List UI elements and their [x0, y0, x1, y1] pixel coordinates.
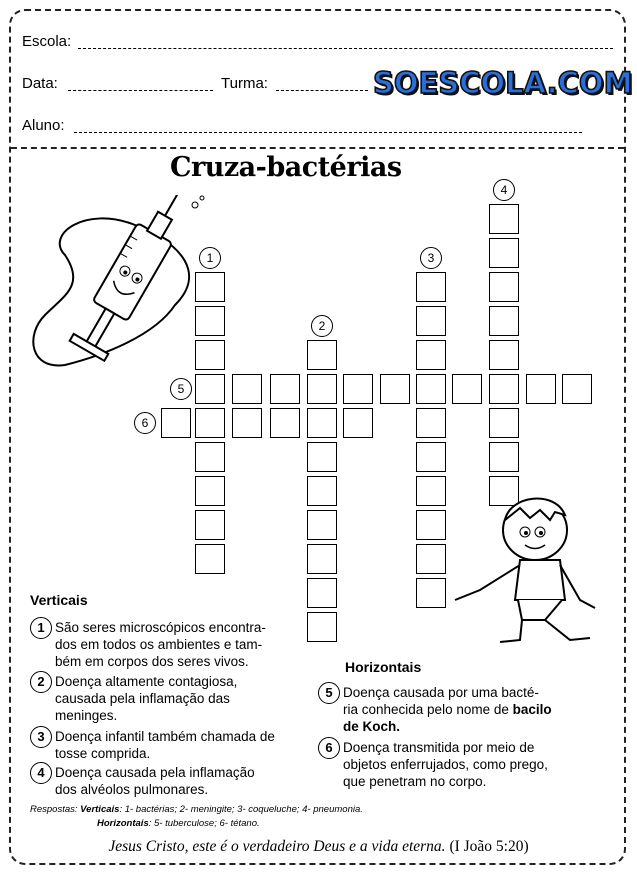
- crossword-cell-1[interactable]: [195, 306, 225, 336]
- horizontais-heading: Horizontais: [345, 659, 422, 675]
- clue-line: dos alvéolos pulmonares.: [55, 782, 209, 797]
- clue-line: que penetram no corpo.: [343, 774, 487, 789]
- verse-text: Jesus Cristo, este é o verdadeiro Deus e a vida eterna.: [108, 838, 446, 855]
- vertical-clue-1: [30, 617, 340, 669]
- crossword-cell-4[interactable]: [489, 374, 519, 404]
- crossword-cell-1[interactable]: [195, 272, 225, 302]
- crossword-cell-3[interactable]: [416, 442, 446, 472]
- clue-number: 2: [30, 671, 52, 693]
- crossword-number-4: 4: [493, 179, 515, 201]
- crossword-cell-2[interactable]: [307, 340, 337, 370]
- clue-number: 3: [30, 726, 52, 748]
- clue-line: objetos enferrujados, como prego,: [343, 757, 548, 772]
- crossword-cell-4[interactable]: [489, 272, 519, 302]
- clue-number: 6: [318, 737, 340, 759]
- clue-line: Doença causada pela inflamação: [55, 765, 255, 780]
- bible-verse: [0, 838, 637, 856]
- crossword-cell-2[interactable]: [307, 510, 337, 540]
- crossword-cell-6[interactable]: [270, 408, 300, 438]
- clue-line: ria conhecida pelo nome de: [343, 702, 509, 717]
- turma-field[interactable]: [276, 90, 368, 91]
- crossword-cell-4[interactable]: [489, 340, 519, 370]
- clue-line: Doença causada por uma bacté-: [343, 685, 539, 700]
- crossword-cell-6[interactable]: [343, 408, 373, 438]
- clue-number: 1: [30, 617, 52, 639]
- vertical-clue-3: [30, 726, 340, 762]
- crossword-cell-2[interactable]: [307, 544, 337, 574]
- crossword-cell-2[interactable]: [307, 578, 337, 608]
- answers-verticais: [30, 804, 363, 815]
- crossword-cell-4[interactable]: [489, 238, 519, 268]
- escola-field[interactable]: [78, 48, 613, 49]
- crossword-cell-4[interactable]: [489, 408, 519, 438]
- crossword-number-3: 3: [420, 247, 442, 269]
- crossword-cell-1[interactable]: [195, 544, 225, 574]
- crossword-cell-5[interactable]: [452, 374, 482, 404]
- answers-horizontais-label: Horizontais: [97, 818, 149, 829]
- crossword-cell-5[interactable]: [380, 374, 410, 404]
- clue-line: Doença infantil também chamada de: [55, 729, 275, 744]
- horizontal-clue-6: [318, 737, 608, 791]
- crossword-cell-5[interactable]: [343, 374, 373, 404]
- aluno-field[interactable]: [74, 132, 582, 133]
- answers-horizontais: [97, 818, 260, 829]
- escola-label: Escola:: [22, 33, 72, 50]
- crossword-cell-2[interactable]: [307, 476, 337, 506]
- crossword-cell-1[interactable]: [195, 408, 225, 438]
- crossword-cell-5[interactable]: [270, 374, 300, 404]
- crossword-cell-6[interactable]: [232, 408, 262, 438]
- crossword-cell-5[interactable]: [562, 374, 592, 404]
- answers-verticais-label: Verticais: [80, 804, 120, 815]
- crossword-cell-2[interactable]: [307, 442, 337, 472]
- clue-line: São seres microscópicos encontra-: [55, 620, 266, 635]
- crossword-cell-3[interactable]: [416, 408, 446, 438]
- clue-bold: de Koch.: [343, 719, 401, 734]
- verse-reference: (I João 5:20): [449, 838, 529, 855]
- crossword-cell-2[interactable]: [307, 374, 337, 404]
- turma-label: Turma:: [221, 75, 268, 92]
- crossword-cell-3[interactable]: [416, 306, 446, 336]
- crossword-cell-1[interactable]: [195, 510, 225, 540]
- horizontal-clue-5: [318, 682, 608, 736]
- crossword-number-2: 2: [311, 315, 333, 337]
- clue-line: Doença altamente contagiosa,: [55, 674, 238, 689]
- data-field[interactable]: [68, 90, 213, 91]
- boy-illustration: [440, 490, 610, 650]
- crossword-cell-1[interactable]: [195, 476, 225, 506]
- clue-line: causada pela inflamação das: [55, 691, 230, 706]
- vertical-clue-4: [30, 762, 340, 798]
- clue-line: bém em corpos dos seres vivos.: [55, 654, 249, 669]
- soescola-logo: SOESCOLA.COM: [373, 66, 633, 100]
- answers-verticais-text: : 1- bactérias; 2- meningite; 3- coqueluche; 4- pneumonia.: [119, 804, 363, 815]
- crossword-cell-4[interactable]: [489, 204, 519, 234]
- page-title: Cruza-bactérias: [170, 152, 402, 183]
- clue-bold: bacilo: [512, 702, 552, 717]
- crossword-number-6: 6: [134, 412, 156, 434]
- header-divider: [11, 147, 624, 149]
- crossword-cell-6[interactable]: [161, 408, 191, 438]
- crossword-cell-3[interactable]: [416, 374, 446, 404]
- verticais-heading: Verticais: [30, 592, 88, 608]
- crossword-cell-5[interactable]: [232, 374, 262, 404]
- crossword-cell-4[interactable]: [489, 306, 519, 336]
- crossword-cell-4[interactable]: [489, 442, 519, 472]
- clue-number: 4: [30, 762, 52, 784]
- crossword-cell-5[interactable]: [526, 374, 556, 404]
- crossword-cell-1[interactable]: [195, 374, 225, 404]
- crossword-cell-1[interactable]: [195, 340, 225, 370]
- answers-label: Respostas:: [30, 804, 78, 815]
- data-label: Data:: [22, 75, 58, 92]
- clue-line: Doença transmitida por meio de: [343, 740, 535, 755]
- crossword-cell-2[interactable]: [307, 408, 337, 438]
- aluno-label: Aluno:: [22, 117, 65, 134]
- crossword-cell-3[interactable]: [416, 272, 446, 302]
- crossword-number-5: 5: [170, 378, 192, 400]
- clue-line: meninges.: [55, 708, 118, 723]
- crossword-cell-3[interactable]: [416, 340, 446, 370]
- clue-line: tosse comprida.: [55, 746, 151, 761]
- answers-horizontais-text: : 5- tuberculose; 6- tétano.: [148, 818, 260, 829]
- vertical-clue-2: [30, 671, 340, 723]
- crossword-number-1: 1: [199, 247, 221, 269]
- clue-number: 5: [318, 682, 340, 704]
- clue-line: dos em todos os ambientes e tam-: [55, 637, 263, 652]
- crossword-cell-1[interactable]: [195, 442, 225, 472]
